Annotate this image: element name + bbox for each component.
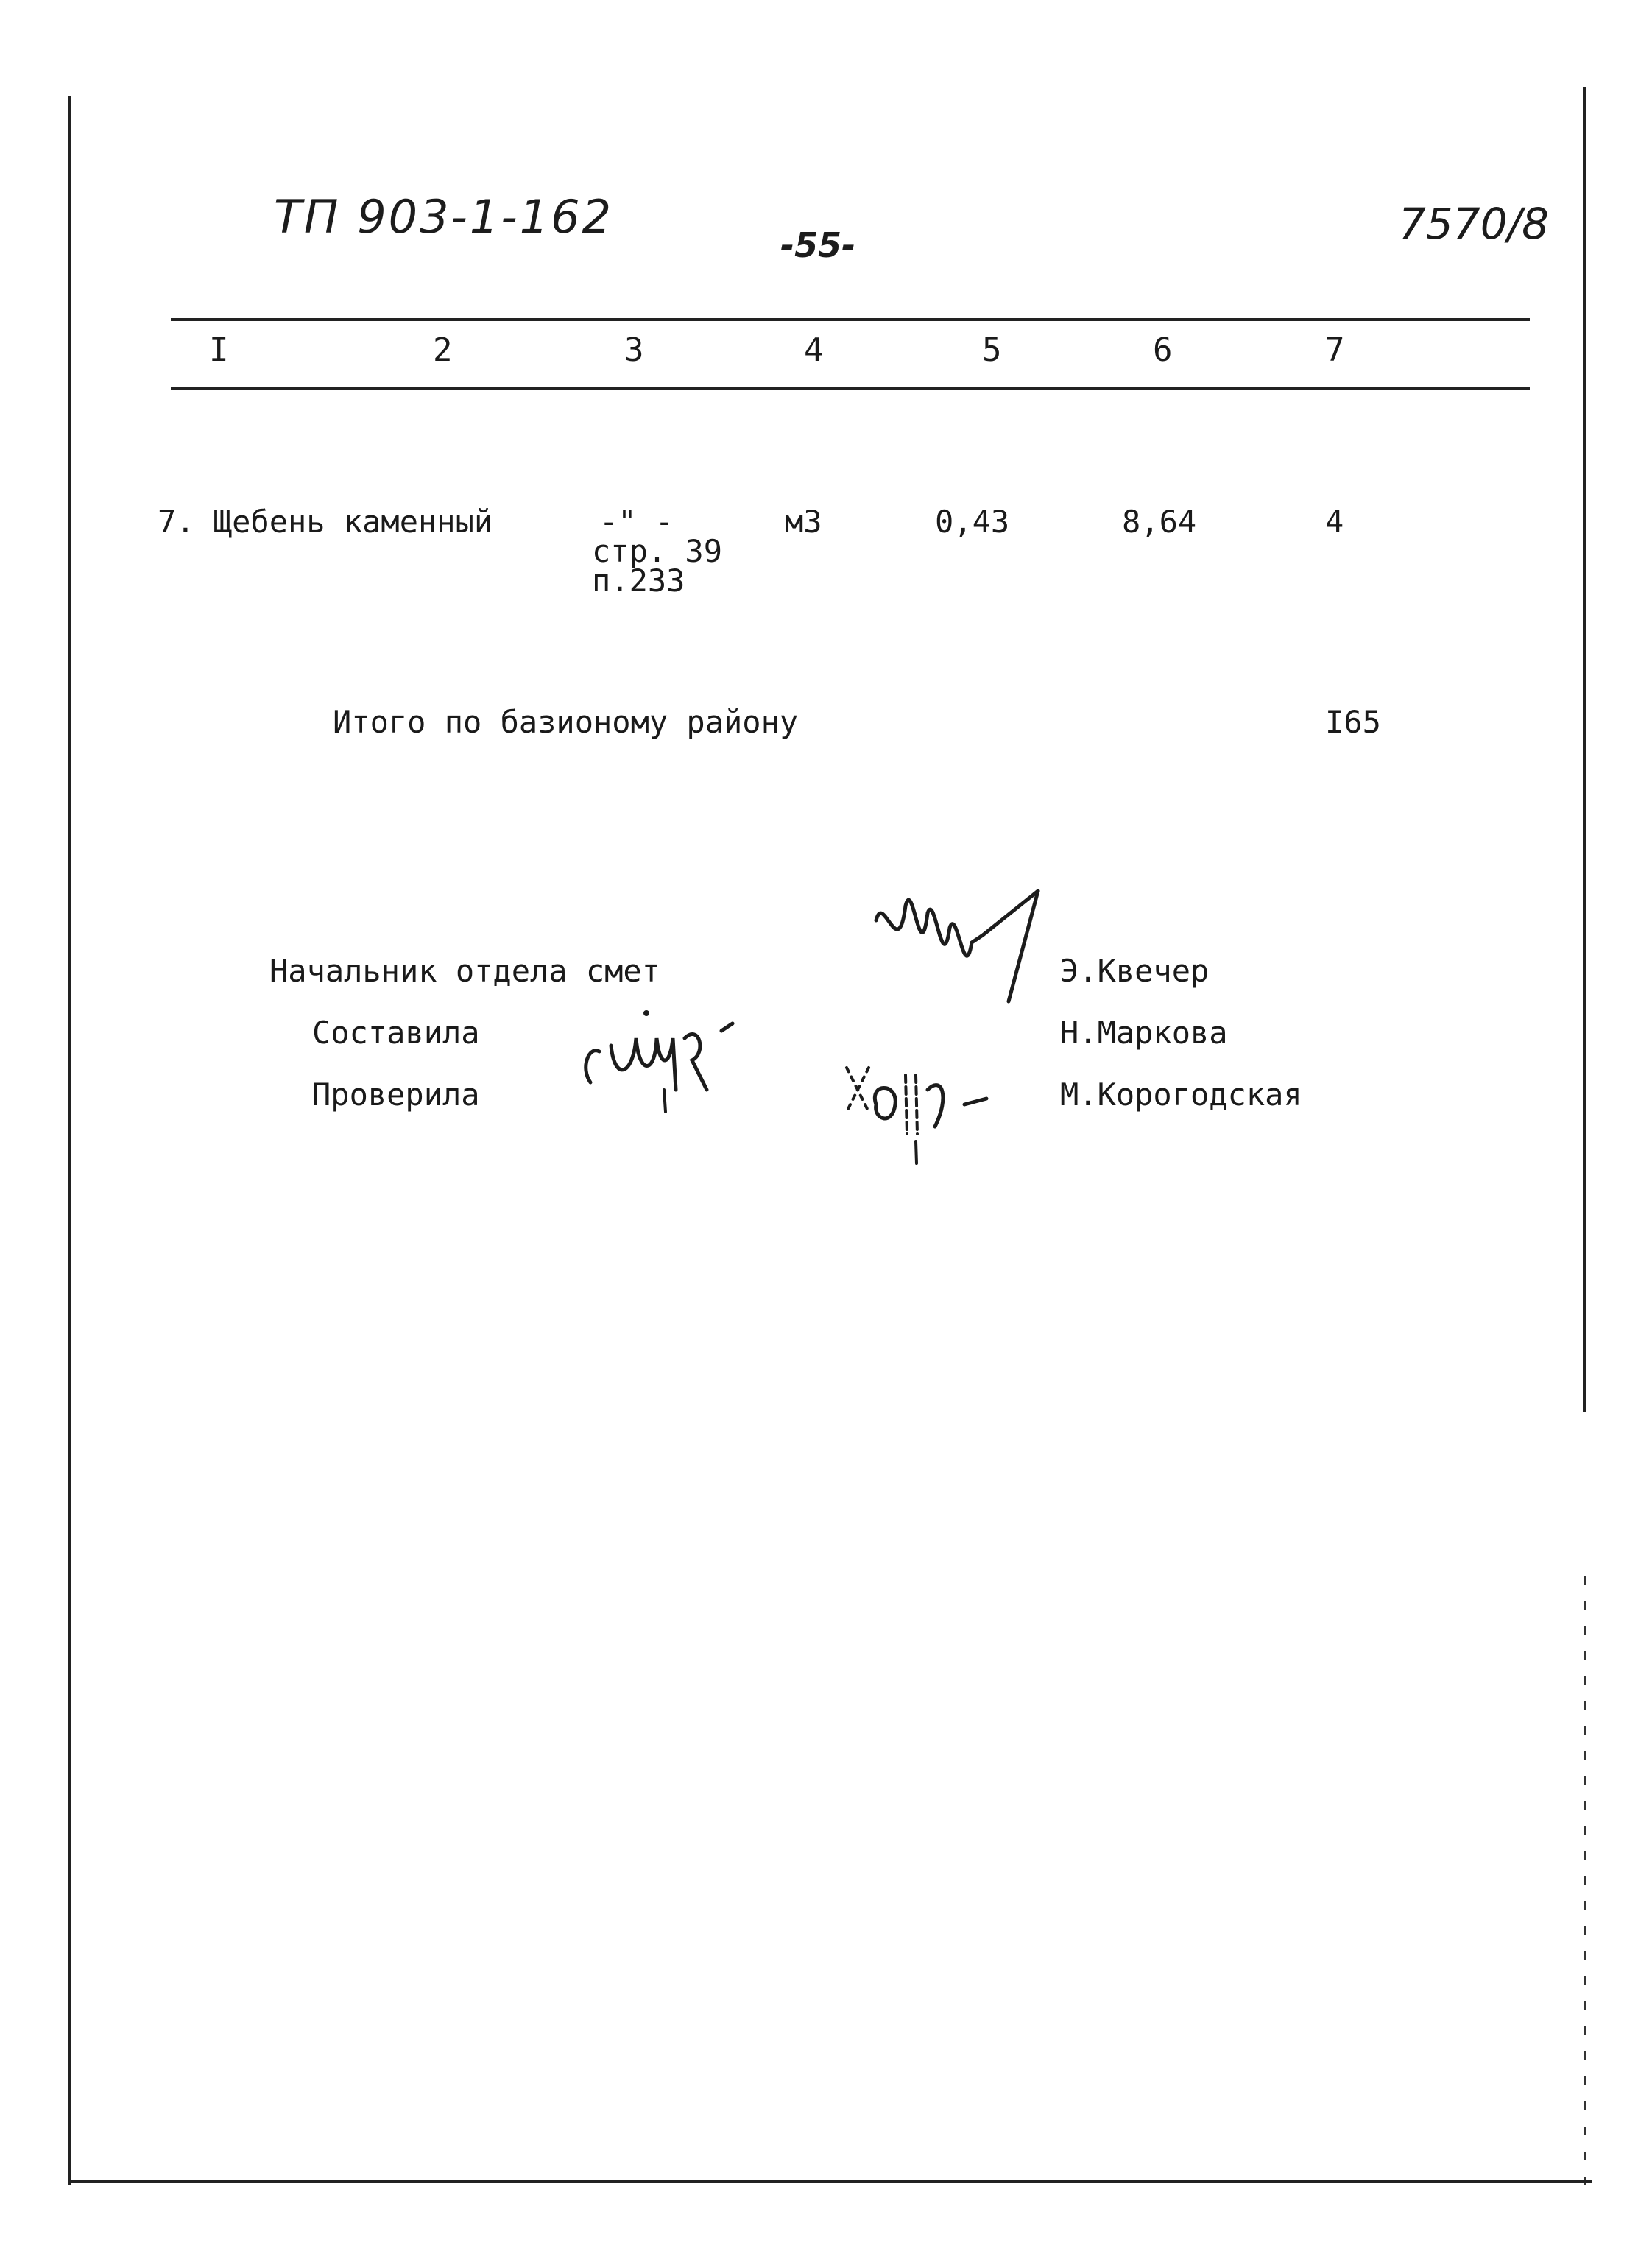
sheet-code: 7570/8 xyxy=(1399,199,1550,249)
signature-role-composed: Составила xyxy=(312,1015,480,1051)
total-label: Итого по базионому району xyxy=(333,704,799,740)
signature-role-checked: Проверила xyxy=(312,1077,480,1113)
handwritten-signature-composed xyxy=(574,994,810,1119)
frame-bottom-border xyxy=(68,2180,1592,2183)
row-col6: 8,64 xyxy=(1122,504,1197,540)
page-number: -55- xyxy=(780,225,856,265)
column-header-7: 7 xyxy=(1325,331,1345,369)
frame-right-border xyxy=(1583,87,1586,1412)
frame-right-border-dashed xyxy=(1584,1576,1586,2187)
table-rule-top xyxy=(171,318,1530,321)
handwritten-signature-checked xyxy=(825,1046,1031,1171)
signature-name-checked: М.Корогодская xyxy=(1060,1077,1302,1113)
column-header-6: 6 xyxy=(1153,331,1173,369)
table-rule-bottom xyxy=(171,387,1530,390)
column-header-1: I xyxy=(209,331,229,369)
signature-name-composed: Н.Маркова xyxy=(1060,1015,1228,1051)
column-header-4: 4 xyxy=(804,331,824,369)
row-col5: 0,43 xyxy=(935,504,1010,540)
handwritten-signature-head xyxy=(854,876,1060,1016)
signature-role-head: Начальник отдела смет xyxy=(269,953,661,989)
row-ref-line-3: п.233 xyxy=(592,563,685,599)
row-unit: м3 xyxy=(785,504,822,540)
doc-code: ТП 903-1-162 xyxy=(274,190,614,244)
column-header-3: 3 xyxy=(624,331,644,369)
frame-left-border xyxy=(68,96,71,2185)
total-value: I65 xyxy=(1325,704,1381,740)
column-header-2: 2 xyxy=(433,331,453,369)
row-ref-line-1: -" - xyxy=(599,504,674,540)
row-item-name: 7. Щебень каменный xyxy=(158,504,493,540)
signature-name-head: Э.Квечер xyxy=(1060,953,1210,989)
row-ref-line-2: стр. 39 xyxy=(592,533,723,569)
row-col7: 4 xyxy=(1325,504,1344,540)
column-header-5: 5 xyxy=(982,331,1002,369)
